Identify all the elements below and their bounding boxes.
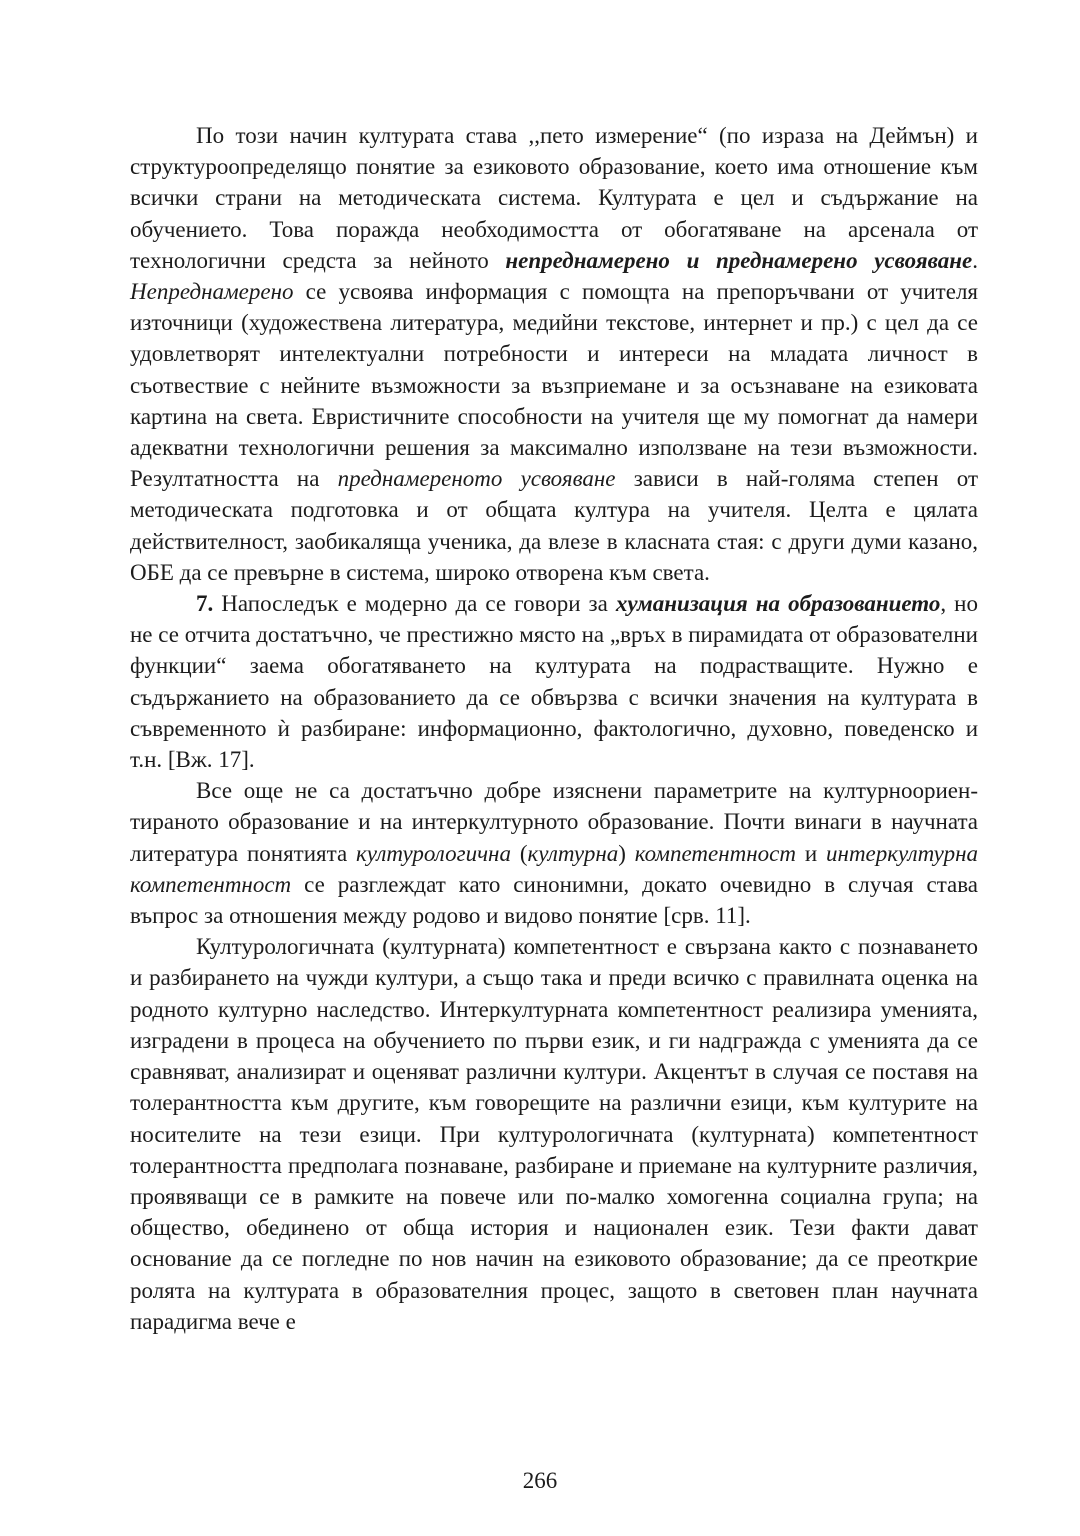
paragraph-humanization xyxy=(130,588,978,775)
emphasis-run: преднамереното усвояване xyxy=(337,466,616,492)
emphasis-run: компетентност xyxy=(634,840,796,866)
section-number: 7. xyxy=(196,591,214,617)
emphasis-run: интеркултурна компетентност xyxy=(130,840,978,897)
page-number: 266 xyxy=(522,1468,558,1493)
emphasis-run: непреднамерено и преднамерено усвояване xyxy=(505,247,973,273)
emphasis-run: Непреднамерено xyxy=(130,279,294,305)
text-run: . xyxy=(972,247,978,273)
text-run: и xyxy=(795,840,827,866)
text-run: По този начин културата става ,,пето измерение“ (по израза на Деймън) и структуроопределящо понятие за езиковото образование, което има отношение към всички страни на методическата система. Културата е цел и съдържание на обучението. Това поражда необходимостта от обогатяване на арсенала от технологични средста за нейното xyxy=(130,123,978,273)
text-run: ) xyxy=(618,840,635,866)
paragraph-culture-fifth-dimension xyxy=(130,120,978,588)
emphasis-run: културологична xyxy=(356,840,511,866)
body-text xyxy=(130,120,978,1337)
text-run: ( xyxy=(510,840,528,866)
paragraph-intercultural-education xyxy=(130,775,978,931)
text-run: , но не се отчита достатъчно, че престижно място на „връх в пирамидата от образователни функции“ заема обогатяването на културата на подрастващите. Нужно е съдържанието на образованието да се обвързва с всички значения на културата в съвременното ѝ разбиране: информационно, фактологично, духовно, поведенско и т.н. [Вж. 17]. xyxy=(130,591,978,773)
text-run: се разглеждат като синонимни, докато очевидно в случая става въпрос за отношения между родово и видово понятие [срв. 11]. xyxy=(130,871,978,929)
text-run: Културологичната (културната) компетентност е свързана както с познаването и разбирането на чужди култури, а също така и преди всичко с правилната оценка на родното културно наследство. Интеркултурната компетентност реализира уменията, изградени в процеса на обучението по първи език, и ги надгражда с уменията да се сравняват, анализират и оценяват различни култури. Акцентът в случая се поставя на толерантността към другите, към говорещите на различни езици, към културите на носителите на тези езици. При културологичната (културната) компетентност толерантността предполага познаване, разбиране и приемане на културните различия, проявяващи се в рамките на повече или по-малко хомогенна социална група; на общество, обединено от обща история и национален език. Тези факти дават основание да се погледне по нов начин на езиковото образование; да се преоткрие ролята на културата в образователния процес, защото в световен план научната парадигма вече е xyxy=(130,934,978,1334)
text-run: Все още не са достатъчно добре изяснени параметрите на културноориентираното образование и на интеркултурното образование. Почти винаги в научната литература понятията xyxy=(130,778,978,866)
paragraph-culturological-competence xyxy=(130,931,978,1337)
text-run: зависи в най-голяма степен от методическата подготовка и от общата култура на учителя. Целта е цялата действителност, заобикаляща ученика, да влезе в класната стая: с други думи казано, ОБЕ да се превърне в система, широко отворена към света. xyxy=(130,466,978,585)
emphasis-run: хуманизация на образованието xyxy=(615,591,941,617)
emphasis-run: културна xyxy=(527,840,619,866)
text-run: се усвоява информация с помощта на препоръчвани от учителя източници (художествена литература, медийни текстове, интернет и пр.) с цел да се удовлетворят интелектуални потребности и интереси на младата личност в съотвествие с нейните възможности за възприемане и за осъзнаване на езиковата картина на света. Евристичните способности на учителя ще му помогнат да намери адекватни технологични решения за максимално използване на тези възможности. Резултатността на xyxy=(130,279,978,492)
text-run: Напоследък е модерно да се говори за xyxy=(213,591,616,617)
